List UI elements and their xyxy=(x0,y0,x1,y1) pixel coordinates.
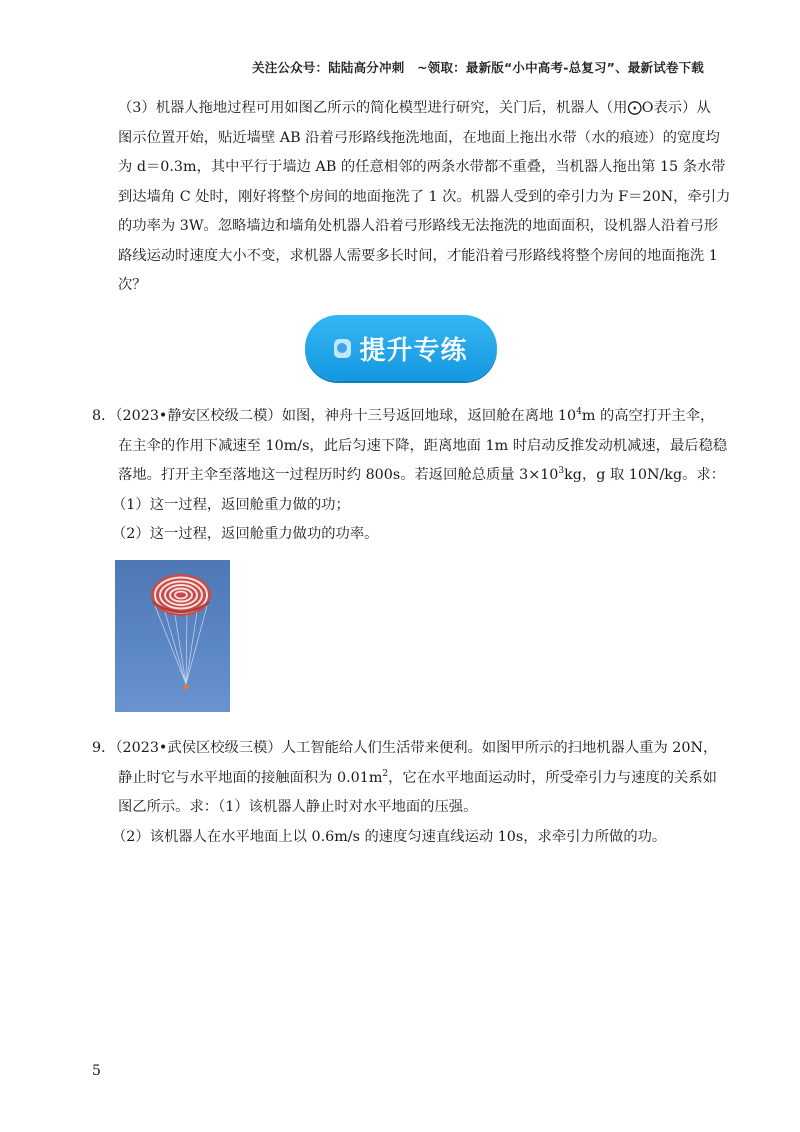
q7-line-2: 图示位置开始，贴近墙壁 AB 沿着弓形路线拖洗地面，在地面上拖出水带（水的痕迹）的宽度均 xyxy=(118,129,720,146)
q8-line-3-text: 落地。打开主伞至落地这一过程历时约 800s。若返回舱总质量 3×10 xyxy=(118,467,559,483)
q9-sub-2: （2）该机器人在水平地面上以 0.6m/s 的速度匀速直线运动 10s，求牵引力所做的功。 xyxy=(112,828,667,845)
q7-line-4: 到达墙角 C 处时，刚好将整个房间的地面拖洗了 1 次。机器人受到的牵引力为 F＝20N，牵引力 xyxy=(118,188,731,205)
q9-line-1: 9．（2023•武侯区校级三模）人工智能给人们生活带来便利。如图甲所示的扫地机器人重为 20N， xyxy=(92,740,718,756)
question-9 xyxy=(92,734,718,852)
parachute-lines xyxy=(155,606,207,684)
q9-line-3: 图乙所示。求：（1）该机器人静止时对水平地面的压强。 xyxy=(118,799,478,815)
bookmark-icon xyxy=(334,339,351,358)
page-number: 5 xyxy=(92,1063,101,1079)
q8-line-2: 在主伞的作用下减速至 10m/s，此后匀速下降，距离地面 1m 时启动反推发动机减速，最后稳稳 xyxy=(118,437,728,454)
q8-line-3-rest: kg，g 取 10N/kg。求： xyxy=(564,467,726,483)
parachute-canopy xyxy=(151,574,211,616)
q9-exponent: 2 xyxy=(382,768,389,779)
banner-label: 提升专练 xyxy=(359,335,468,366)
question-8 xyxy=(92,402,728,550)
q8-sub-1: （1）这一过程，返回舱重力做的功； xyxy=(112,496,350,513)
practice-banner xyxy=(305,315,497,381)
q7-line-6: 路线运动时速度大小不变，求机器人需要多长时间，才能沿着弓形路线将整个房间的地面拖洗 1 xyxy=(118,247,718,264)
question-7-part-3 xyxy=(118,94,731,301)
q8-exponent-2: 3 xyxy=(558,466,565,477)
q7-line-7: 次？ xyxy=(118,277,147,293)
q8-sub-2: （2）这一过程，返回舱重力做功的功率。 xyxy=(112,526,379,542)
q7-line-3: 为 d＝0.3m，其中平行于墙边 AB 的任意相邻的两条水带都不重叠，当机器人拖出第 15 条水带 xyxy=(118,159,726,175)
parachute-illustration xyxy=(115,560,230,712)
q8-line-3 xyxy=(92,461,726,491)
q9-line-2-rest: ，它在水平地面运动时，所受牵引力与速度的关系如 xyxy=(388,769,717,786)
q7-line-1: （3）机器人拖地过程可用如图乙所示的简化模型进行研究，关门后，机器人（用⨀O表示）从 xyxy=(118,100,711,116)
page-header: 关注公众号：陆陆高分冲刺 ~领取：最新版“小中高考-总复习”、最新试卷下载 xyxy=(252,60,704,75)
q8-line-1 xyxy=(92,402,715,432)
q8-line-1-rest: m 的高空打开主伞， xyxy=(581,408,715,424)
parachute-photo xyxy=(115,560,230,712)
return-capsule xyxy=(183,684,188,689)
q7-line-5: 的功率为 3W。忽略墙边和墙角处机器人沿着弓形路线无法拖洗的地面面积，设机器人沿着弓形 xyxy=(118,218,719,234)
q9-line-2-text: 静止时它与水平地面的接触面积为 0.01m xyxy=(118,769,383,786)
q9-line-2 xyxy=(92,764,717,794)
q8-exponent-1: 4 xyxy=(576,407,582,418)
q8-line-1-text: 8．（2023•静安区校级二模）如图，神舟十三号返回地球，返回舱在离地 10 xyxy=(92,408,577,424)
